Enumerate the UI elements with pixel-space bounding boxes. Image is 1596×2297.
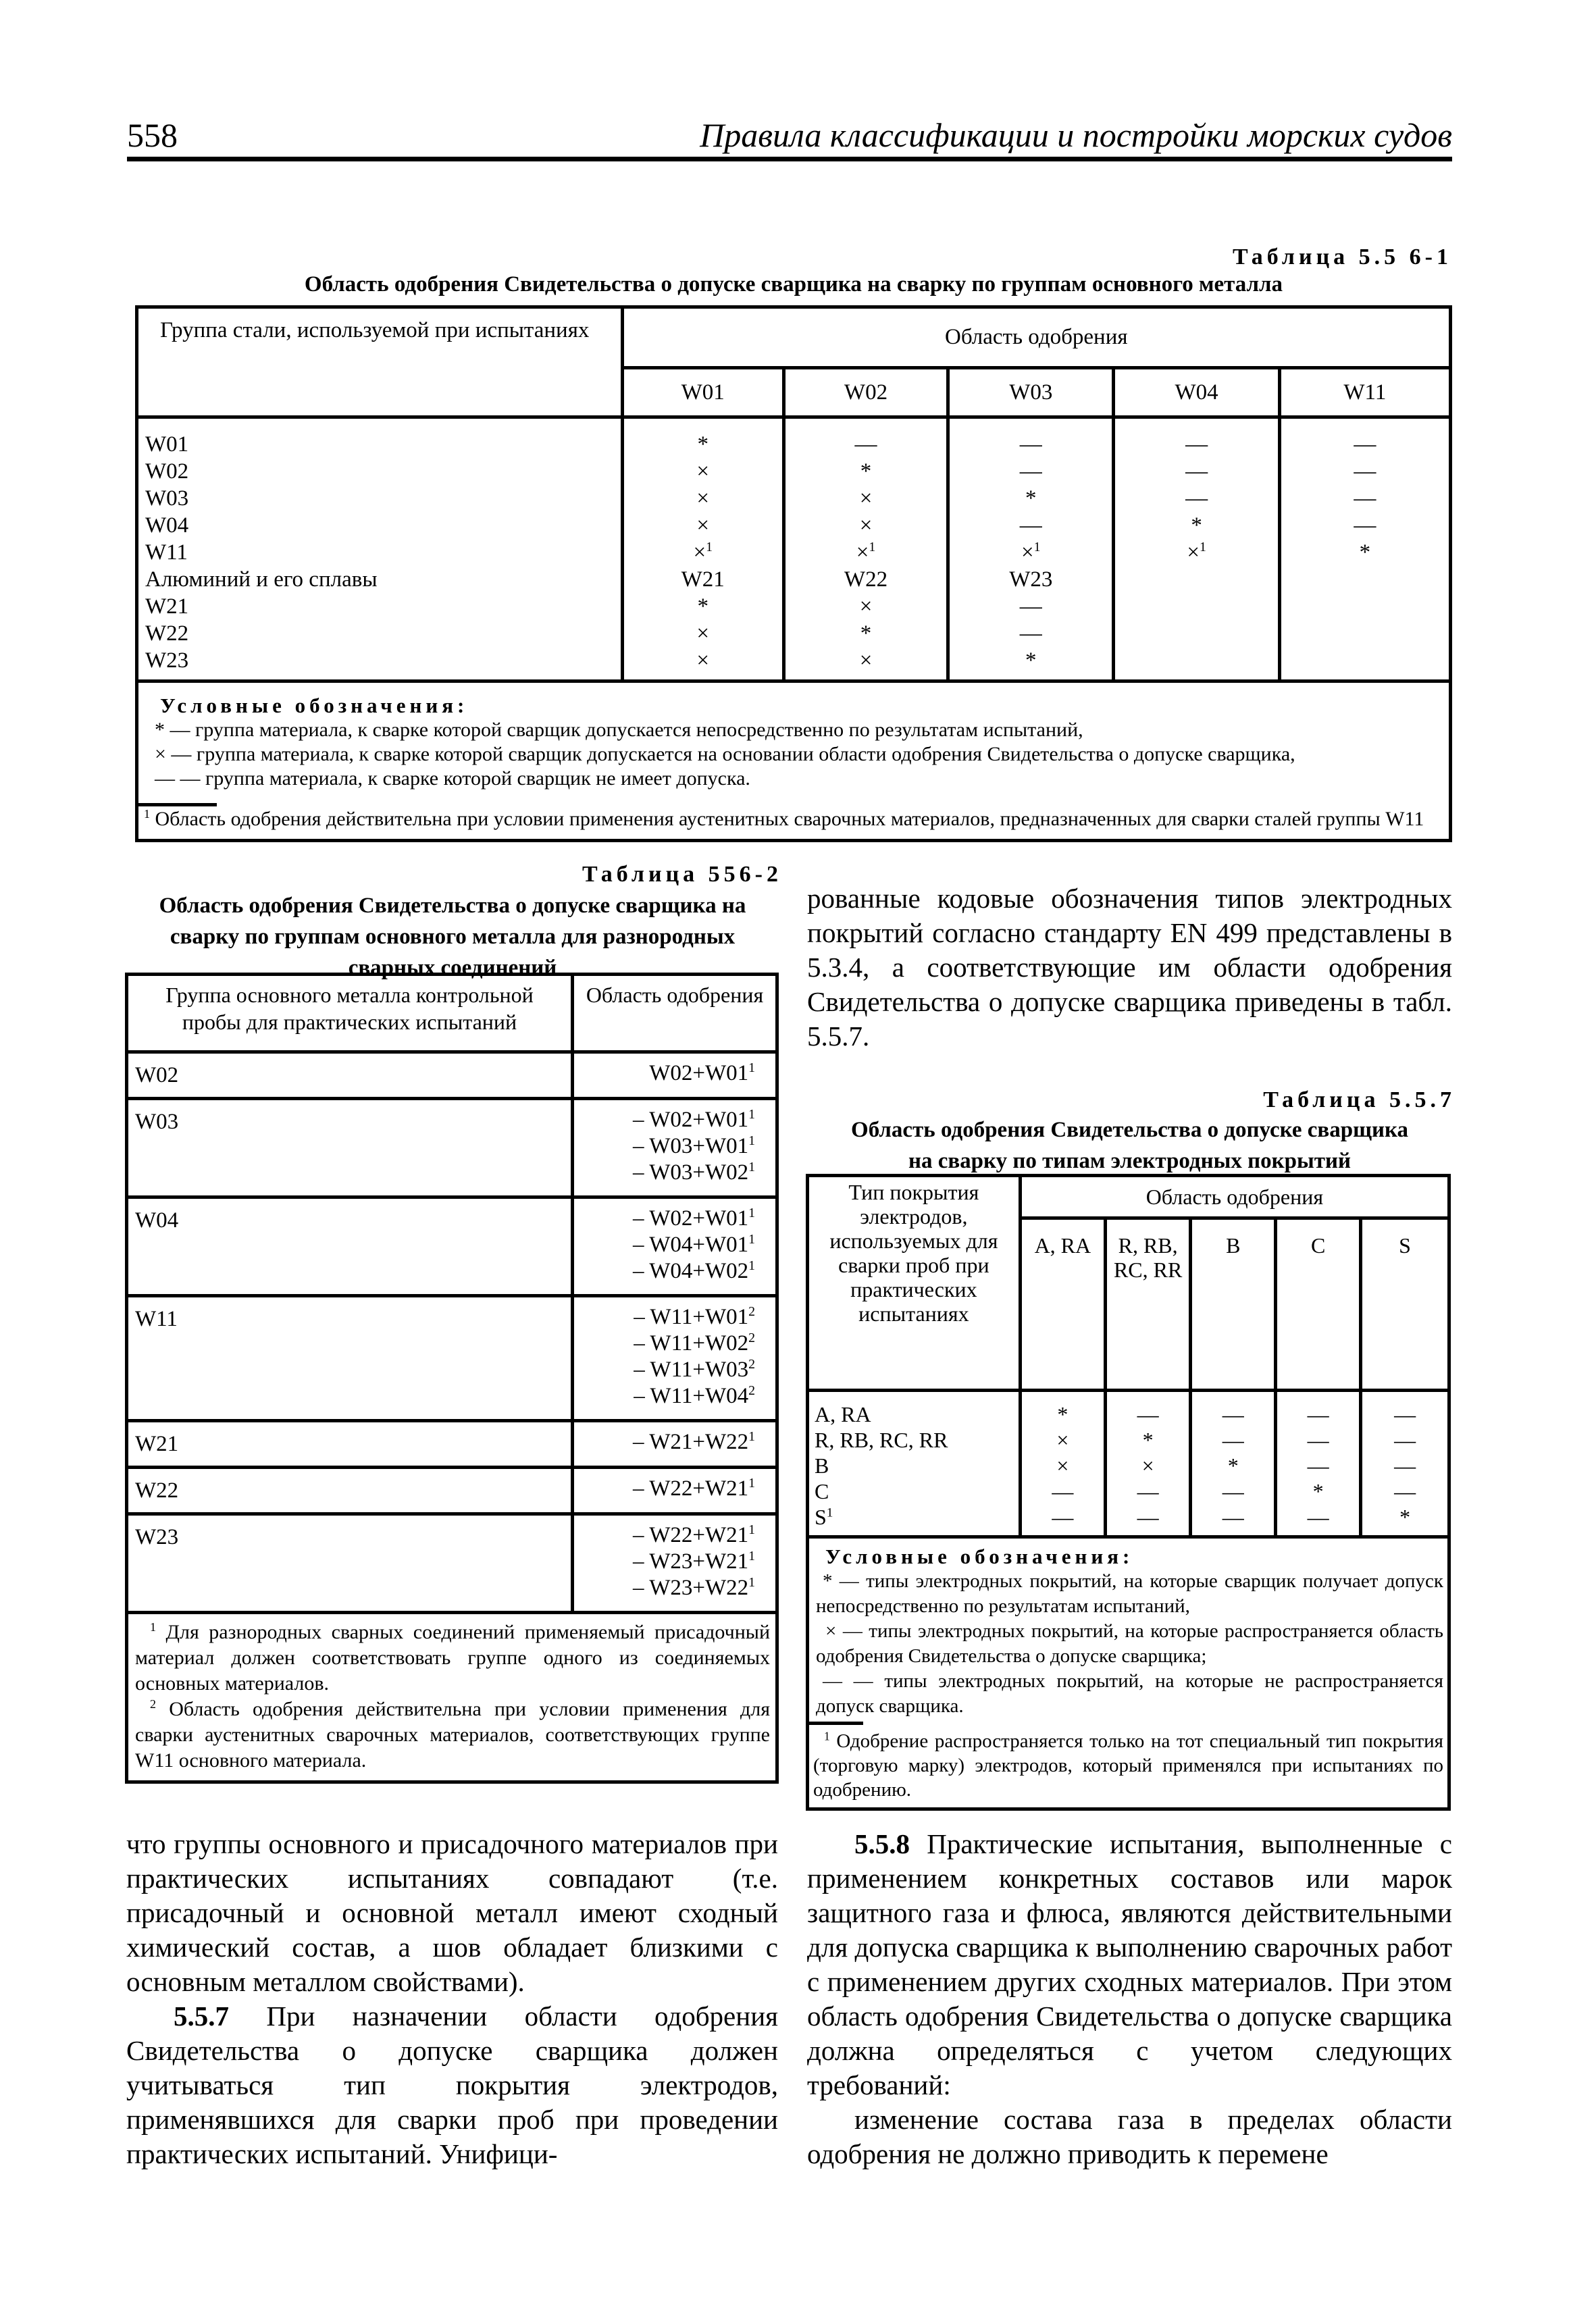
- table1-cell: —: [1185, 486, 1208, 511]
- table1-row-group: W11: [145, 540, 188, 565]
- table2-approval-item: – $W04+W01^1$: [633, 1232, 755, 1257]
- section-number: 5.5.7: [174, 2001, 229, 2032]
- table1-cell: —: [1354, 459, 1376, 484]
- table1-values-column: [783, 417, 948, 681]
- table1-cell: —: [854, 432, 877, 457]
- table1-col-header: W03: [948, 368, 1114, 417]
- table1-cell: —: [1354, 486, 1376, 511]
- table2-col1-header: Группа основного металла контрольной пробы для практических испытаний: [127, 975, 573, 1052]
- table1-row-header: Группа стали, используемой при испытаниях: [137, 307, 623, 417]
- table1-cell: ×: [696, 486, 710, 511]
- table2-approvals: [573, 1099, 777, 1197]
- footnote-mark: 1: [748, 1476, 755, 1491]
- table2-approval-item: – $W02+W01^1$: [633, 1107, 755, 1132]
- table2-approval-item: – $W21+W22^1$: [633, 1429, 755, 1454]
- table1-group-header: Область одобрения: [622, 307, 1450, 368]
- table2-row: [127, 1099, 777, 1197]
- table3-group-header: Область одобрения: [1020, 1176, 1449, 1218]
- table3-values-column: [1105, 1391, 1190, 1537]
- table2-row: [127, 1296, 777, 1421]
- table2-footnote-1: [135, 1620, 770, 1697]
- footnote-mark: 1: [1199, 540, 1206, 554]
- table1-cell: W23: [1009, 567, 1053, 592]
- table3-footnote-text: Одобрение распространяется только на тот специальный тип покрытия (торговую марку) электродов, который применялся при испытаниях по одобрению.: [813, 1730, 1444, 1801]
- table1-footnote: [137, 796, 1451, 841]
- table3-cell: ×: [1056, 1428, 1069, 1452]
- table2-approval-item: – $W04+W02^1$: [633, 1258, 755, 1283]
- table2-footnote-2: [135, 1697, 770, 1774]
- table2-approval-item: – $W11+W01^2$: [634, 1304, 755, 1329]
- table3-title: [807, 1114, 1452, 1177]
- table1-cell: *: [1359, 540, 1371, 565]
- table3-row-type: $S^1$: [815, 1505, 833, 1529]
- right-paragraph: рованные кодовые обозначения типов электродных покрытий согласно стандарту EN 499 представлены в 5.3.4, а соответствующие им области одобрения Свидетельства о допуске сварщика приведены в табл. 5.5.7.: [807, 883, 1452, 1052]
- table1-cell: —: [1185, 432, 1208, 457]
- table1-cell: [1115, 566, 1277, 593]
- table3-cell: —: [1394, 1402, 1416, 1426]
- table2-label: Таблица 556-2: [582, 862, 782, 887]
- table2-row: [127, 1468, 777, 1514]
- table1-row-group: W21: [145, 594, 189, 619]
- table1-col-header: W11: [1279, 368, 1450, 417]
- footnote-mark: 2: [748, 1331, 755, 1345]
- table2-approvals: [573, 1514, 777, 1613]
- table1-cell: —: [1019, 594, 1042, 619]
- table3-values-column: [1191, 1391, 1276, 1537]
- table3-cell: —: [1137, 1505, 1159, 1529]
- footnote-mark: 1: [748, 1429, 755, 1444]
- table2-footnotes: [127, 1613, 777, 1782]
- footnote-mark: 2: [748, 1357, 755, 1372]
- table2-approval-item: – $W22+W21^1$: [633, 1522, 755, 1547]
- table2-row: [127, 1514, 777, 1613]
- table1-cell: *: [697, 432, 709, 457]
- table3-cell: —: [1222, 1402, 1244, 1426]
- table1-cell: *: [1025, 648, 1037, 673]
- table2-approvals: [573, 1197, 777, 1296]
- table2-approval-item: – $W03+W02^1$: [633, 1160, 755, 1185]
- table1-row-group: W22: [145, 621, 189, 646]
- table2-approval-item: – $W23+W21^1$: [633, 1549, 755, 1574]
- footnote-mark: 1: [748, 1206, 755, 1220]
- table1-cell: *: [1025, 486, 1037, 511]
- footnote-mark: 1: [748, 1522, 755, 1537]
- table2-approval-item: – $W02+W01^1$: [633, 1206, 755, 1231]
- footnote-mark: 2: [748, 1304, 755, 1319]
- table1-cell: ×: [696, 459, 710, 484]
- table1-label: Таблица 5.5 6-1: [1232, 244, 1452, 269]
- table1-cell: ×: [859, 648, 873, 673]
- table3-row-type: A, RA: [815, 1402, 871, 1426]
- footnote-mark: 1: [706, 540, 713, 554]
- table1-cell: —: [1354, 513, 1376, 538]
- table3-values-column: [1020, 1391, 1105, 1537]
- table1-row-group: W02: [145, 459, 189, 484]
- footnote-mark: 1: [824, 1729, 830, 1743]
- table1-cell: *: [697, 594, 709, 619]
- footnote-mark: 1: [748, 1258, 755, 1273]
- table1-cell: [1115, 647, 1277, 674]
- table2-approval-item: – $W11+W02^2$: [634, 1331, 755, 1356]
- table2-approval-item: – $W22+W21^1$: [633, 1476, 755, 1501]
- table1-cell: ×: [859, 594, 873, 619]
- table3-row-type: C: [815, 1479, 829, 1503]
- header-rule: [127, 157, 1452, 161]
- table3-legend-title: Условные обозначения:: [825, 1545, 1134, 1568]
- legend-item-direct: * — типы электродных покрытий, на которые сварщик получает допуск непосредственно по результатам испытаний,: [816, 1570, 1443, 1617]
- table3-footnote: [808, 1719, 1449, 1809]
- table3-cell: —: [1052, 1479, 1074, 1503]
- table2-approval-item: – $W03+W01^1$: [633, 1133, 755, 1158]
- table3-legend: [808, 1537, 1449, 1720]
- footnote-mark: 1: [748, 1549, 755, 1564]
- table2-approvals: [573, 1468, 777, 1514]
- table3-title-line: на сварку по типам электродных покрытий: [908, 1149, 1352, 1173]
- table3-cell: *: [1227, 1453, 1239, 1478]
- table3-col-header: C: [1276, 1218, 1361, 1391]
- table2-col2-header: Область одобрения: [573, 975, 777, 1052]
- table1-legend: [137, 681, 1451, 797]
- table3-title-line: Область одобрения Свидетельства о допуске сварщика: [851, 1118, 1408, 1142]
- footnote-mark: 1: [144, 807, 150, 821]
- table1-cell: *: [860, 621, 872, 646]
- table1-row-group: W04: [145, 513, 189, 538]
- table1-cell: ×$^1$: [693, 540, 713, 565]
- table1-values-column: [1279, 417, 1450, 681]
- table1: [135, 305, 1452, 842]
- table1-col-header: W02: [783, 368, 948, 417]
- table3-row-type: B: [815, 1453, 829, 1478]
- table2: [125, 973, 779, 1784]
- table2-approval-item: – $W11+W04^2$: [634, 1383, 755, 1408]
- table1-cell: ×: [859, 513, 873, 538]
- table3-cell: —: [1307, 1505, 1329, 1529]
- legend-item-derived: × — группа материала, к сварке которой сварщик допускается на основании области одобрения Свидетельства о допуске сварщика,: [155, 743, 1295, 765]
- table1-cell: —: [1354, 432, 1376, 457]
- table2-row: [127, 1197, 777, 1296]
- footnote-mark: 2: [150, 1697, 156, 1711]
- table3-row-type: R, RB, RC, RR: [815, 1428, 948, 1452]
- table3-cell: —: [1394, 1428, 1416, 1452]
- table1-groups-column: [137, 417, 623, 681]
- table1-cell: W22: [844, 567, 888, 592]
- table3-cell: ×: [1056, 1453, 1069, 1478]
- legend-item-derived: × — типы электродных покрытий, на которые распространяется область одобрения Свидетельства о допуске сварщика;: [816, 1620, 1443, 1667]
- table1-cell: —: [1019, 432, 1042, 457]
- table1-cell: [1115, 620, 1277, 647]
- table1-col-header: W01: [622, 368, 783, 417]
- footnote-rule: [136, 803, 217, 806]
- paragraph-text: При назначении области одобрения Свидетельства о допуске сварщика должен учитываться тип покрытия электродов, применявшихся для сварки проб при проведении практических испытаний. Унифици-: [126, 2001, 778, 2169]
- table3-values-column: [1276, 1391, 1361, 1537]
- table1-row-group: Алюминий и его сплавы: [145, 567, 378, 592]
- table3-cell: ×: [1141, 1453, 1154, 1478]
- paragraph-5-5-7: [126, 1999, 778, 2171]
- table3-types-column: [808, 1391, 1021, 1537]
- legend-item-direct: * — группа материала, к сварке которой сварщик допускается непосредственно по результатам испытаний,: [155, 719, 1083, 741]
- table1-row-group: W03: [145, 486, 189, 511]
- paragraph-text: Практические испытания, выполненные с применением конкретных составов или марок защитного газа и флюса, являются действительными для допуска сварщика к выполнению сварочных работ с применением других сходных материалов. При этом область одобрения Свидетельства о допуске сварщика должна определяться с учетом следующих требований:: [807, 1828, 1453, 2100]
- footnote-text: Область одобрения действительна при условии применения для сварки аустенитных сварочных материалов, соответствующих группе W11 основного материала.: [135, 1698, 770, 1772]
- bottom-left-text: [126, 1827, 778, 2171]
- table3-cell: —: [1222, 1479, 1244, 1503]
- table1-cell: ×$^1$: [1021, 540, 1041, 565]
- table2-group: W21: [127, 1421, 573, 1468]
- table2-row: [127, 1052, 777, 1099]
- footnote-rule: [809, 1722, 863, 1725]
- table1-cell: —: [1019, 621, 1042, 646]
- table2-approval-item: – $W11+W03^2$: [634, 1357, 755, 1382]
- footnote-mark: 1: [869, 540, 876, 554]
- table1-title: Область одобрения Свидетельства о допуске сварщика на сварку по группам основного металла: [304, 272, 1283, 296]
- footnote-mark: 1: [826, 1505, 833, 1520]
- table3-col-header: A, RA: [1020, 1218, 1105, 1391]
- table1-cell: [1281, 593, 1449, 620]
- table2-approval-item: $W02+W01^1$: [649, 1060, 755, 1085]
- table1-cell: —: [1019, 513, 1042, 538]
- footnote-mark: 1: [1033, 540, 1041, 554]
- table2-group: W23: [127, 1514, 573, 1613]
- table3-row-header: Тип покрытия электродов, используемых для сварки проб при практических испытаниях: [808, 1176, 1021, 1391]
- table1-values-column: [948, 417, 1114, 681]
- table3-cell: —: [1137, 1402, 1159, 1426]
- table3-cell: —: [1307, 1402, 1329, 1426]
- table3-cell: —: [1394, 1453, 1416, 1478]
- table2-approvals: [573, 1296, 777, 1421]
- table2-group: W11: [127, 1296, 573, 1421]
- table3-cell: —: [1222, 1428, 1244, 1452]
- section-number: 5.5.8: [854, 1828, 910, 1859]
- table3-cell: —: [1307, 1428, 1329, 1452]
- table3-values-column: [1361, 1391, 1449, 1537]
- table3-label: Таблица 5.5.7: [1263, 1087, 1456, 1112]
- table2-approvals: [573, 1052, 777, 1099]
- legend-item-none: — — группа материала, к сварке которой сварщик не имеет допуска.: [155, 767, 750, 790]
- table3: [806, 1174, 1451, 1811]
- table1-row-group: W23: [145, 648, 189, 673]
- footnote-mark: 2: [748, 1383, 755, 1398]
- table3-cell: —: [1394, 1479, 1416, 1503]
- footnote-mark: 1: [748, 1133, 755, 1148]
- table3-cell: *: [1142, 1428, 1154, 1452]
- table1-col-header: W04: [1114, 368, 1279, 417]
- table2-group: W02: [127, 1052, 573, 1099]
- table2-row: [127, 1421, 777, 1468]
- table3-cell: —: [1222, 1505, 1244, 1529]
- table1-cell: ×$^1$: [1187, 540, 1206, 565]
- footnote-mark: 1: [748, 1160, 755, 1175]
- table3-col-header: S: [1361, 1218, 1449, 1391]
- table1-cell: [1281, 647, 1449, 674]
- table1-row-group: W01: [145, 432, 189, 457]
- table1-cell: —: [1185, 459, 1208, 484]
- table2-approval-item: – $W23+W22^1$: [633, 1575, 755, 1600]
- paragraph: изменение состава газа в пределах области одобрения не должно приводить к перемене: [807, 2104, 1452, 2169]
- footnote-mark: 1: [748, 1575, 755, 1590]
- footnote-mark: 1: [748, 1232, 755, 1247]
- paragraph-5-5-8: [807, 1827, 1452, 2102]
- table1-values-column: [622, 417, 783, 681]
- table1-cell: *: [860, 459, 872, 484]
- footnote-mark: 1: [748, 1107, 755, 1122]
- footnote-text: Для разнородных сварных соединений применяемый присадочный материал должен соответствовать группе одного из соединяемых основных материалов.: [135, 1621, 770, 1695]
- table3-cell: *: [1399, 1505, 1411, 1529]
- table3-col-header: B: [1191, 1218, 1276, 1391]
- table1-cell: —: [1019, 459, 1042, 484]
- running-title: Правила классификации и постройки морских судов: [700, 116, 1452, 154]
- table1-cell: W21: [681, 567, 725, 592]
- page-number: 558: [127, 116, 178, 154]
- table2-group: W22: [127, 1468, 573, 1514]
- table3-col-header: R, RB, RC, RR: [1105, 1218, 1190, 1391]
- table1-legend-title: Условные обозначения:: [160, 694, 469, 717]
- table2-approvals: [573, 1421, 777, 1468]
- paragraph: что группы основного и присадочного материалов при практических испытаниях совпадают (т.е. присадочный и основной металл имеют сходный химический состав, а шов обладает близкими с основным металлом свойствами).: [126, 1828, 778, 1997]
- table2-title: Область одобрения Свидетельства о допуске сварщика на сварку по группам основного металла для разнородных сварных соединений: [159, 894, 746, 980]
- table2-group: W04: [127, 1197, 573, 1296]
- table1-cell: ×: [859, 486, 873, 511]
- footnote-mark: 1: [150, 1620, 156, 1634]
- table3-cell: —: [1052, 1505, 1074, 1529]
- table1-cell: *: [1191, 513, 1202, 538]
- table1-cell: ×: [696, 513, 710, 538]
- table1-cell: ×$^1$: [856, 540, 876, 565]
- table1-cell: [1281, 566, 1449, 593]
- table1-cell: ×: [696, 648, 710, 673]
- bottom-right-text: [807, 1827, 1452, 2171]
- footnote-mark: 1: [748, 1060, 755, 1075]
- table1-values-column: [1114, 417, 1279, 681]
- table3-cell: *: [1057, 1402, 1069, 1426]
- table1-cell: [1115, 593, 1277, 620]
- table3-cell: —: [1307, 1453, 1329, 1478]
- table3-cell: —: [1137, 1479, 1159, 1503]
- table1-footnote-text: Область одобрения действительна при условии применения аустенитных сварочных материалов, предназначенных для сварки сталей группы W11: [155, 808, 1424, 830]
- table1-cell: ×: [696, 621, 710, 646]
- table1-cell: [1281, 620, 1449, 647]
- legend-item-none: — — типы электродных покрытий, на которые не распространяется допуск сварщика.: [816, 1670, 1443, 1717]
- table3-cell: *: [1312, 1479, 1324, 1503]
- table2-group: W03: [127, 1099, 573, 1197]
